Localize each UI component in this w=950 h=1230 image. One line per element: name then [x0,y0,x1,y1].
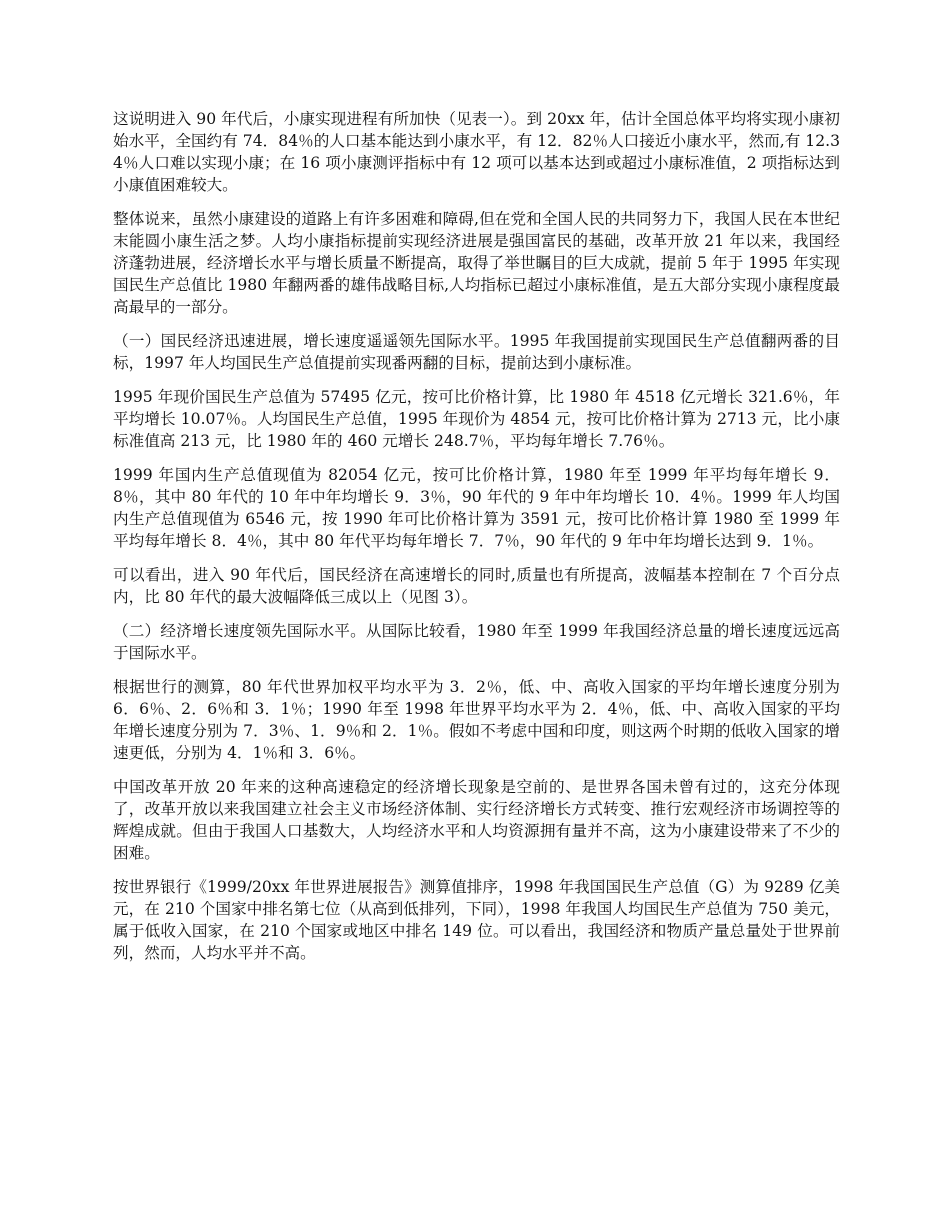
paragraph-section-two: （二）经济增长速度领先国际水平。从国际比较看，1980 年至 1999 年我国经济总量的增长速度远远高于国际水平。 [113,622,840,662]
paragraph-section-one: （一）国民经济迅速进展，增长速度遥遥领先国际水平。1995 年我国提前实现国民生产总值翻两番的目标，1997 年人均国民生产总值提前实现番两翻的目标，提前达到小康标准。 [113,332,840,372]
paragraph-world-bank-rates: 根据世行的测算，80 年代世界加权平均水平为 3．2％，低、中、高收入国家的平均年增长速度分别为 6．6％、2．6％和 3．1％；1990 年至 1998 年世界平均水平为 2．4％，低、中、高收入国家的平均年增长速度分别为 7．3％、1．9％和 2．1％。假如不考虑中国和印度，则这两个时期的低收入国家的增速更低，分别为 4．1％和 3．6％。 [113,678,840,762]
paragraph-overall: 整体说来，虽然小康建设的道路上有许多困难和障碍,但在党和全国人民的共同努力下，我国人民在本世纪末能圆小康生活之梦。人均小康指标提前实现经济进展是强国富民的基础，改革开放 21 年以来，我国经济蓬勃进展，经济增长水平与增长质量不断提高，取得了举世瞩目的巨大成就，提前 5 年于 1995 年实现国民生产总值比 1980 年翻两番的雄伟战略目标,人均指标已超过小康标准值，是五大部分实现小康程度最高最早的一部分。 [113,210,840,316]
paragraph-quality: 可以看出，进入 90 年代后，国民经济在高速增长的同时,质量也有所提高，波幅基本控制在 7 个百分点内，比 80 年代的最大波幅降低三成以上（见图 3）。 [113,566,840,606]
paragraph-1999-gdp: 1999 年国内生产总值现值为 82054 亿元，按可比价格计算，1980 年至 1999 年平均每年增长 9．8％，其中 80 年代的 10 年中年均增长 9．3％，90 年代的 9 年中年均增长 10．4％。1999 年人均国内生产总值现值为 6546 元，按 1990 年可比价格计算为 3591 元，按可比价格计算 1980 至 1999 年平均每年增长 8．4％，其中 80 年代平均每年增长 7．7％，90 年代的 9 年中年均增长达到 9．1％。 [113,466,840,550]
paragraph-1995-gnp: 1995 年现价国民生产总值为 57495 亿元，按可比价格计算，比 1980 年 4518 亿元增长 321.6％，年平均增长 10.07％。人均国民生产总值，1995 年现价为 4854 元，按可比价格计算为 2713 元，比小康标准值高 213 元，比 1980 年的 460 元增长 248.7％，平均每年增长 7.76％。 [113,388,840,450]
paragraph-progress-90s: 这说明进入 90 年代后，小康实现进程有所加快（见表一）。到 20xx 年，估计全国总体平均将实现小康初始水平，全国约有 74．84％的人口基本能达到小康水平，有 12．82％人口接近小康水平，然而,有 12.34％人口难以实现小康；在 16 项小康测评指标中有 12 项可以基本达到或超过小康标准值，2 项指标达到小康值困难较大。 [113,110,840,194]
paragraph-achievement: 中国改革开放 20 年来的这种高速稳定的经济增长现象是空前的、是世界各国未曾有过的，这充分体现了，改革开放以来我国建立社会主义市场经济体制、实行经济增长方式转变、推行宏观经济市场调控等的辉煌成就。但由于我国人口基数大，人均经济水平和人均资源拥有量并不高，这为小康建设带来了不少的困难。 [113,778,840,862]
document-page [113,108,840,976]
paragraph-world-ranking: 按世界银行《1999/20xx 年世界进展报告》测算值排序，1998 年我国国民生产总值（G）为 9289 亿美元，在 210 个国家中排名第七位（从高到低排列，下同），1998 年我国人均国民生产总值为 750 美元，属于低收入国家，在 210 个国家或地区中排名 149 位。可以看出，我国经济和物质产量总量处于世界前列，然而，人均水平并不高。 [113,878,840,962]
